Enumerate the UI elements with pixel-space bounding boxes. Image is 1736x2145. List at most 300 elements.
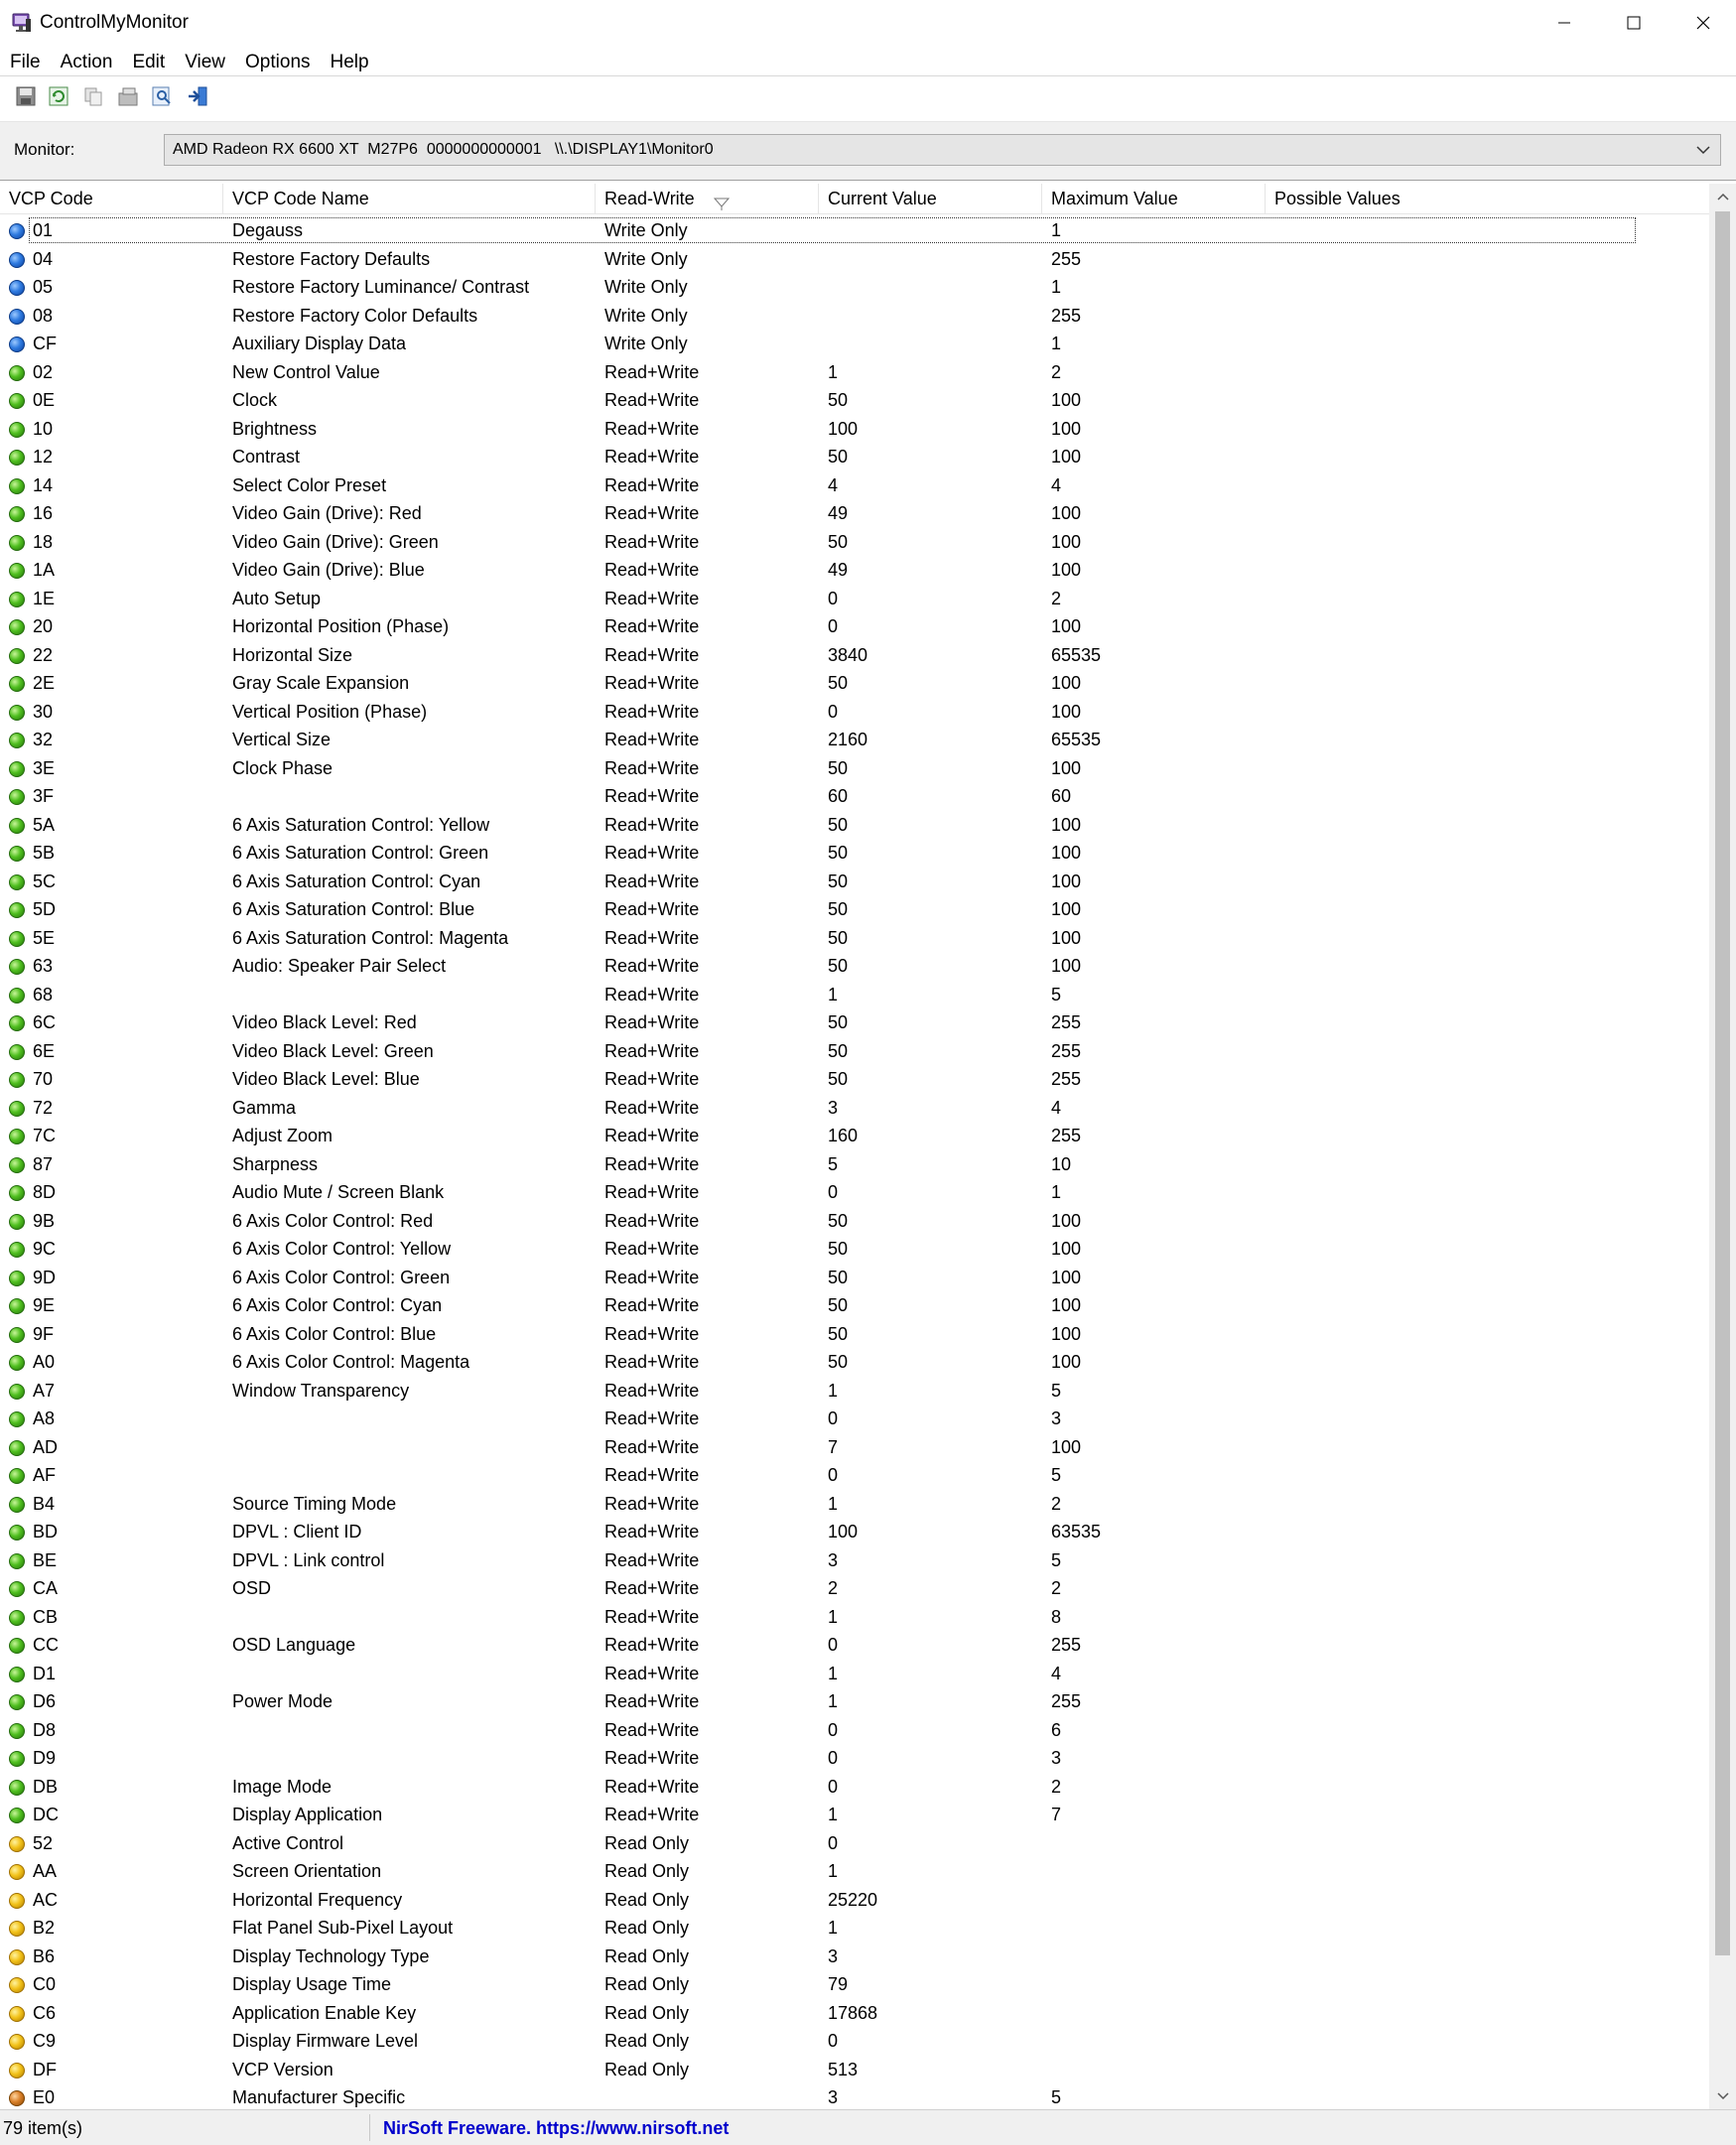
table-row[interactable]	[0, 1546, 1709, 1575]
table-row[interactable]	[0, 612, 1709, 641]
table-row[interactable]	[0, 1687, 1709, 1716]
maximum-value-cell: 1	[1051, 334, 1062, 353]
current-value-cell: 0	[828, 1465, 839, 1485]
table-row[interactable]	[0, 471, 1709, 500]
read-write-cell: Read+Write	[604, 1691, 700, 1711]
table-row[interactable]	[0, 415, 1709, 444]
status-dot-icon	[9, 1525, 25, 1541]
table-row[interactable]	[0, 2083, 1709, 2107]
vcp-name-cell: 6 Axis Saturation Control: Yellow	[232, 814, 490, 835]
read-write-cell: Read Only	[604, 1832, 690, 1853]
status-dot-icon	[9, 336, 25, 352]
status-dot-icon	[9, 2063, 25, 2078]
current-value-cell: 50	[828, 1352, 849, 1372]
table-row[interactable]	[0, 443, 1709, 471]
table-row[interactable]	[0, 1801, 1709, 1829]
table-row[interactable]	[0, 839, 1709, 868]
vcp-code-cell: 08	[33, 305, 54, 326]
vcp-code-cell: 3E	[33, 757, 56, 778]
vcp-code-cell: E0	[33, 2087, 56, 2107]
table-row[interactable]	[0, 981, 1709, 1009]
vcp-code-cell: B6	[33, 1945, 56, 1966]
column-header-vcp-code-name[interactable]: VCP Code Name	[223, 184, 596, 213]
menu-bar	[0, 48, 1736, 75]
table-row[interactable]	[0, 1518, 1709, 1546]
vcp-name-cell: Horizontal Position (Phase)	[232, 616, 450, 636]
maximum-value-cell: 100	[1051, 1352, 1082, 1372]
table-row[interactable]	[0, 811, 1709, 840]
column-header-current-value[interactable]: Current Value	[819, 184, 1042, 213]
status-dot-icon	[9, 1808, 25, 1823]
current-value-cell: 1	[828, 1691, 839, 1711]
vcp-code-cell: 18	[33, 531, 54, 552]
maximum-value-cell: 255	[1051, 1691, 1082, 1711]
read-write-cell: Read+Write	[604, 730, 700, 749]
vcp-name-cell: Power Mode	[232, 1691, 334, 1711]
table-row[interactable]	[0, 499, 1709, 528]
read-write-cell: Read+Write	[604, 899, 700, 919]
current-value-cell: 7	[828, 1436, 839, 1457]
current-value-cell: 49	[828, 503, 849, 523]
current-value-cell: 0	[828, 616, 839, 636]
read-write-cell: Read+Write	[604, 1493, 700, 1514]
vcp-name-cell: Sharpness	[232, 1153, 319, 1174]
status-dot-icon	[9, 1101, 25, 1117]
table-row[interactable]	[0, 1660, 1709, 1688]
status-dot-icon	[9, 1893, 25, 1909]
status-dot-icon	[9, 393, 25, 409]
status-dot-icon	[9, 1667, 25, 1682]
menu-edit[interactable]: Edit	[132, 52, 166, 72]
maximum-value-cell: 100	[1051, 956, 1082, 976]
read-write-cell: Read+Write	[604, 1352, 700, 1372]
read-write-cell: Read+Write	[604, 560, 700, 580]
current-value-cell: 0	[828, 1182, 839, 1202]
table-row[interactable]	[0, 754, 1709, 783]
current-value-cell: 50	[828, 1210, 849, 1231]
current-value-cell: 60	[828, 786, 849, 806]
vcp-code-cell: AC	[33, 1889, 59, 1910]
read-write-cell: Read+Write	[604, 757, 700, 778]
vcp-name-cell: Horizontal Frequency	[232, 1889, 403, 1910]
close-button[interactable]	[1669, 0, 1736, 46]
table-row[interactable]	[0, 1150, 1709, 1179]
vcp-name-cell: VCP Version	[232, 2059, 334, 2079]
table-row[interactable]	[0, 1914, 1709, 1943]
status-dot-icon	[9, 422, 25, 438]
read-write-cell: Read+Write	[604, 1748, 700, 1768]
read-write-cell: Read+Write	[604, 1069, 700, 1089]
vcp-code-cell: 72	[33, 1097, 54, 1118]
vcp-code-cell: 5E	[33, 927, 56, 948]
table-row[interactable]	[0, 1574, 1709, 1603]
table-row[interactable]	[0, 1829, 1709, 1858]
read-write-cell: Write Only	[604, 334, 688, 353]
menu-help[interactable]: Help	[330, 52, 369, 72]
table-row[interactable]	[0, 386, 1709, 415]
menu-options[interactable]: Options	[245, 52, 311, 72]
vcp-name-cell: 6 Axis Color Control: Green	[232, 1267, 451, 1287]
vcp-code-cell: 5D	[33, 899, 57, 919]
table-row[interactable]	[0, 302, 1709, 331]
column-header	[0, 184, 1709, 214]
vcp-name-cell: Display Application	[232, 1805, 383, 1824]
vcp-name-cell: 6 Axis Color Control: Blue	[232, 1323, 437, 1344]
table-row[interactable]	[0, 1008, 1709, 1037]
maximum-value-cell: 100	[1051, 560, 1082, 580]
status-dot-icon	[9, 761, 25, 777]
table-row[interactable]	[0, 1178, 1709, 1207]
vcp-code-cell: 9B	[33, 1210, 56, 1231]
status-dot-icon	[9, 450, 25, 466]
table-row[interactable]	[0, 1461, 1709, 1490]
vcp-code-cell: DF	[33, 2059, 57, 2079]
status-dot-icon	[9, 1497, 25, 1513]
maximum-value-cell: 1	[1051, 220, 1062, 240]
find-icon[interactable]	[149, 83, 175, 109]
save-icon[interactable]	[13, 83, 39, 109]
current-value-cell: 3	[828, 1097, 839, 1118]
read-write-cell: Read+Write	[604, 644, 700, 665]
vcp-code-cell: B4	[33, 1493, 56, 1514]
status-dot-icon	[9, 705, 25, 721]
maximum-value-cell: 255	[1051, 305, 1082, 326]
current-value-cell: 3840	[828, 644, 868, 665]
vcp-name-cell: Vertical Position (Phase)	[232, 701, 428, 722]
table-row[interactable]	[0, 1970, 1709, 1999]
table-row[interactable]	[0, 1631, 1709, 1660]
status-dot-icon	[9, 1015, 25, 1031]
maximum-value-cell: 100	[1051, 531, 1082, 552]
current-value-cell: 17868	[828, 2002, 878, 2023]
read-write-cell: Write Only	[604, 248, 688, 269]
vcp-name-cell: DPVL : Client ID	[232, 1522, 362, 1542]
table-row[interactable]	[0, 669, 1709, 698]
current-value-cell: 0	[828, 1776, 839, 1797]
vcp-name-cell: Video Black Level: Blue	[232, 1069, 420, 1089]
table-row[interactable]	[0, 1264, 1709, 1292]
table-row[interactable]	[0, 2027, 1709, 2056]
sort-filter-icon	[713, 191, 731, 206]
current-value-cell: 2	[828, 1578, 839, 1598]
read-write-cell: Read Only	[604, 1918, 690, 1938]
maximum-value-cell: 255	[1051, 1012, 1082, 1032]
vcp-name-cell: 6 Axis Saturation Control: Cyan	[232, 871, 481, 891]
refresh-icon[interactable]	[46, 83, 71, 109]
current-value-cell: 1	[828, 1805, 839, 1824]
read-write-cell: Read+Write	[604, 1012, 700, 1032]
table-row[interactable]	[0, 2056, 1709, 2084]
vcp-code-cell: 32	[33, 730, 54, 749]
maximum-value-cell: 100	[1051, 814, 1082, 835]
monitor-dropdown[interactable]	[164, 134, 1721, 166]
vcp-code-cell: B2	[33, 1918, 56, 1938]
status-dot-icon	[9, 563, 25, 579]
read-write-cell: Read+Write	[604, 1239, 700, 1259]
vcp-code-cell: 7C	[33, 1126, 57, 1145]
current-value-cell: 50	[828, 1040, 849, 1061]
vcp-code-cell: 6E	[33, 1040, 56, 1061]
table-row[interactable]	[0, 1094, 1709, 1123]
vcp-name-cell: Gray Scale Expansion	[232, 673, 410, 693]
maximum-value-cell: 100	[1051, 1323, 1082, 1344]
current-value-cell: 50	[828, 1267, 849, 1287]
vcp-name-cell: Degauss	[232, 220, 304, 240]
table-row[interactable]	[0, 1433, 1709, 1462]
table-row[interactable]	[0, 1122, 1709, 1150]
table-row[interactable]	[0, 698, 1709, 727]
table-row[interactable]	[0, 528, 1709, 557]
current-value-cell: 50	[828, 1069, 849, 1089]
table-row[interactable]	[0, 782, 1709, 811]
vcp-code-cell: 04	[33, 248, 54, 269]
vcp-code-cell: 5A	[33, 814, 56, 835]
maximum-value-cell: 100	[1051, 418, 1082, 439]
table-row[interactable]	[0, 585, 1709, 613]
current-value-cell: 50	[828, 927, 849, 948]
table-row[interactable]	[0, 273, 1709, 302]
read-write-cell: Read+Write	[604, 1267, 700, 1287]
table-row[interactable]	[0, 1405, 1709, 1433]
table-row[interactable]	[0, 1037, 1709, 1066]
vcp-code-list[interactable]	[0, 216, 1709, 2107]
table-row[interactable]	[0, 641, 1709, 670]
vcp-name-cell: 6 Axis Color Control: Cyan	[232, 1295, 443, 1315]
vcp-code-cell: 22	[33, 644, 54, 665]
status-dot-icon	[9, 1072, 25, 1088]
scroll-up-button[interactable]	[1709, 184, 1736, 209]
maximum-value-cell: 5	[1051, 1380, 1062, 1401]
status-dot-icon	[9, 1411, 25, 1427]
vcp-code-cell: CF	[33, 334, 57, 353]
column-header-read-write[interactable]	[596, 184, 819, 213]
table-row[interactable]	[0, 1377, 1709, 1406]
vcp-name-cell: Video Gain (Drive): Green	[232, 531, 439, 552]
status-dot-icon	[9, 506, 25, 522]
vcp-code-cell: 1E	[33, 588, 56, 608]
read-write-cell: Read Only	[604, 1974, 690, 1994]
current-value-cell: 0	[828, 1408, 839, 1428]
read-write-cell: Read+Write	[604, 871, 700, 891]
maximum-value-cell: 255	[1051, 248, 1082, 269]
vcp-name-cell: Auxiliary Display Data	[232, 334, 407, 353]
table-row[interactable]	[0, 330, 1709, 358]
table-row[interactable]	[0, 1999, 1709, 2028]
read-write-cell: Read+Write	[604, 588, 700, 608]
menu-action[interactable]: Action	[60, 52, 113, 72]
properties-icon[interactable]	[116, 83, 142, 109]
maximum-value-cell: 65535	[1051, 730, 1102, 749]
read-write-cell: Read Only	[604, 2031, 690, 2051]
vcp-code-cell: CB	[33, 1606, 59, 1627]
scroll-down-button[interactable]	[1709, 2083, 1736, 2109]
table-row[interactable]	[0, 1235, 1709, 1264]
status-dot-icon	[9, 1468, 25, 1484]
read-write-cell: Read+Write	[604, 390, 700, 410]
read-write-cell: Read+Write	[604, 616, 700, 636]
status-dot-icon	[9, 309, 25, 325]
maximum-value-cell: 100	[1051, 927, 1082, 948]
current-value-cell: 1	[828, 1918, 839, 1938]
read-write-cell: Read+Write	[604, 1719, 700, 1740]
maximum-value-cell: 100	[1051, 616, 1082, 636]
vcp-code-cell: 12	[33, 447, 54, 467]
vcp-code-cell: A0	[33, 1352, 56, 1372]
vcp-name-cell: Video Gain (Drive): Blue	[232, 560, 425, 580]
read-write-cell: Read+Write	[604, 1436, 700, 1457]
vcp-code-cell: 16	[33, 503, 54, 523]
copy-icon[interactable]	[80, 83, 106, 109]
table-row[interactable]	[0, 1348, 1709, 1377]
status-dot-icon	[9, 2034, 25, 2050]
status-dot-icon	[9, 1780, 25, 1796]
vcp-name-cell: Video Black Level: Red	[232, 1012, 417, 1032]
table-row[interactable]	[0, 358, 1709, 387]
table-row[interactable]	[0, 1320, 1709, 1349]
current-value-cell: 1	[828, 984, 839, 1005]
vcp-code-cell: 30	[33, 701, 54, 722]
maximum-value-cell: 6	[1051, 1719, 1062, 1740]
vcp-code-cell: 63	[33, 956, 54, 976]
status-dot-icon	[9, 1694, 25, 1710]
menu-view[interactable]: View	[185, 52, 226, 72]
column-header-vcp-code[interactable]: VCP Code	[0, 184, 223, 213]
vcp-name-cell: Select Color Preset	[232, 474, 387, 495]
read-write-cell: Read+Write	[604, 1295, 700, 1315]
read-write-cell: Read+Write	[604, 1606, 700, 1627]
scrollbar-thumb[interactable]	[1715, 211, 1730, 1955]
current-value-cell: 1	[828, 1493, 839, 1514]
table-row[interactable]	[0, 952, 1709, 981]
current-value-cell: 50	[828, 447, 849, 467]
vcp-name-cell: 6 Axis Color Control: Red	[232, 1210, 434, 1231]
status-dot-icon	[9, 478, 25, 494]
table-row[interactable]	[0, 1886, 1709, 1915]
minimize-icon	[1556, 15, 1572, 31]
chevron-down-icon	[1692, 139, 1714, 161]
maximum-value-cell: 8	[1051, 1606, 1062, 1627]
table-row[interactable]	[0, 1291, 1709, 1320]
read-write-cell: Read Only	[604, 2059, 690, 2079]
maximum-value-cell: 255	[1051, 1040, 1082, 1061]
read-write-cell: Read+Write	[604, 1408, 700, 1428]
vcp-name-cell: Flat Panel Sub-Pixel Layout	[232, 1918, 454, 1938]
maximize-button[interactable]	[1599, 0, 1669, 46]
maximum-value-cell: 2	[1051, 588, 1062, 608]
current-value-cell: 1	[828, 1663, 839, 1683]
menu-divider	[0, 75, 1736, 76]
current-value-cell: 50	[828, 1323, 849, 1344]
vcp-code-cell: C9	[33, 2031, 57, 2051]
vcp-name-cell: Application Enable Key	[232, 2002, 417, 2023]
column-header-maximum-value[interactable]: Maximum Value	[1042, 184, 1266, 213]
table-row[interactable]	[0, 1603, 1709, 1632]
read-write-cell: Read+Write	[604, 1635, 700, 1655]
table-row[interactable]	[0, 895, 1709, 924]
toolbar	[0, 77, 1736, 115]
vcp-name-cell: Restore Factory Defaults	[232, 248, 431, 269]
vcp-name-cell: Brightness	[232, 418, 318, 439]
vcp-code-cell: 0E	[33, 390, 56, 410]
vcp-name-cell: 6 Axis Saturation Control: Magenta	[232, 927, 509, 948]
monitor-label: Monitor:	[14, 140, 75, 159]
maximum-value-cell: 3	[1051, 1748, 1062, 1768]
read-write-cell: Read+Write	[604, 956, 700, 976]
table-row[interactable]	[0, 1773, 1709, 1802]
read-write-cell: Read+Write	[604, 1578, 700, 1598]
status-dot-icon	[9, 1553, 25, 1569]
vcp-code-cell: AA	[33, 1861, 58, 1881]
menu-file[interactable]: File	[10, 52, 41, 72]
table-row[interactable]	[0, 1490, 1709, 1519]
current-value-cell: 50	[828, 531, 849, 552]
read-write-cell: Read+Write	[604, 1126, 700, 1145]
vertical-scrollbar[interactable]	[1709, 184, 1736, 2109]
read-write-cell: Write Only	[604, 277, 688, 297]
status-dot-icon	[9, 592, 25, 607]
table-row[interactable]	[0, 1857, 1709, 1886]
monitor-selector-bar	[0, 121, 1736, 181]
table-row[interactable]	[0, 245, 1709, 274]
vcp-code-cell: 05	[33, 277, 54, 297]
status-bar	[0, 2109, 1736, 2145]
read-write-cell: Read+Write	[604, 1182, 700, 1202]
maximum-value-cell: 5	[1051, 984, 1062, 1005]
vcp-code-cell: 68	[33, 984, 54, 1005]
table-row[interactable]	[0, 1065, 1709, 1094]
read-write-cell: Read Only	[604, 1945, 690, 1966]
table-row[interactable]	[0, 216, 1709, 245]
vcp-name-cell: OSD	[232, 1578, 272, 1598]
vcp-code-cell: 20	[33, 616, 54, 636]
column-header-read-write-label: Read-Write	[604, 189, 695, 208]
status-dot-icon	[9, 1638, 25, 1654]
nirsoft-link[interactable]: NirSoft Freeware. https://www.nirsoft.net	[383, 2118, 730, 2138]
vcp-name-cell: Active Control	[232, 1832, 344, 1853]
vcp-code-cell: 5C	[33, 871, 57, 891]
vcp-code-cell: 8D	[33, 1182, 57, 1202]
table-row[interactable]	[0, 868, 1709, 896]
vcp-code-cell: BE	[33, 1549, 58, 1570]
minimize-button[interactable]	[1530, 0, 1599, 46]
current-value-cell: 1	[828, 1861, 839, 1881]
status-dot-icon	[9, 1723, 25, 1739]
vcp-code-cell: 87	[33, 1153, 54, 1174]
read-write-cell: Read+Write	[604, 361, 700, 382]
vcp-code-cell: 10	[33, 418, 54, 439]
table-row[interactable]	[0, 1207, 1709, 1236]
table-row[interactable]	[0, 726, 1709, 754]
status-dot-icon	[9, 535, 25, 551]
column-header-possible-values[interactable]: Possible Values	[1274, 189, 1401, 208]
exit-icon[interactable]	[185, 83, 210, 109]
table-row[interactable]	[0, 1716, 1709, 1745]
current-value-cell: 3	[828, 1549, 839, 1570]
status-dot-icon	[9, 676, 25, 692]
current-value-cell: 50	[828, 956, 849, 976]
table-row[interactable]	[0, 556, 1709, 585]
maximum-value-cell: 1	[1051, 277, 1062, 297]
status-dot-icon	[9, 1440, 25, 1456]
vcp-name-cell: Gamma	[232, 1097, 297, 1118]
read-write-cell: Read+Write	[604, 1522, 700, 1542]
table-row[interactable]	[0, 1744, 1709, 1773]
vcp-code-cell: D1	[33, 1663, 57, 1683]
table-row[interactable]	[0, 924, 1709, 953]
table-row[interactable]	[0, 1943, 1709, 1971]
read-write-cell: Read+Write	[604, 701, 700, 722]
status-dot-icon	[9, 365, 25, 381]
